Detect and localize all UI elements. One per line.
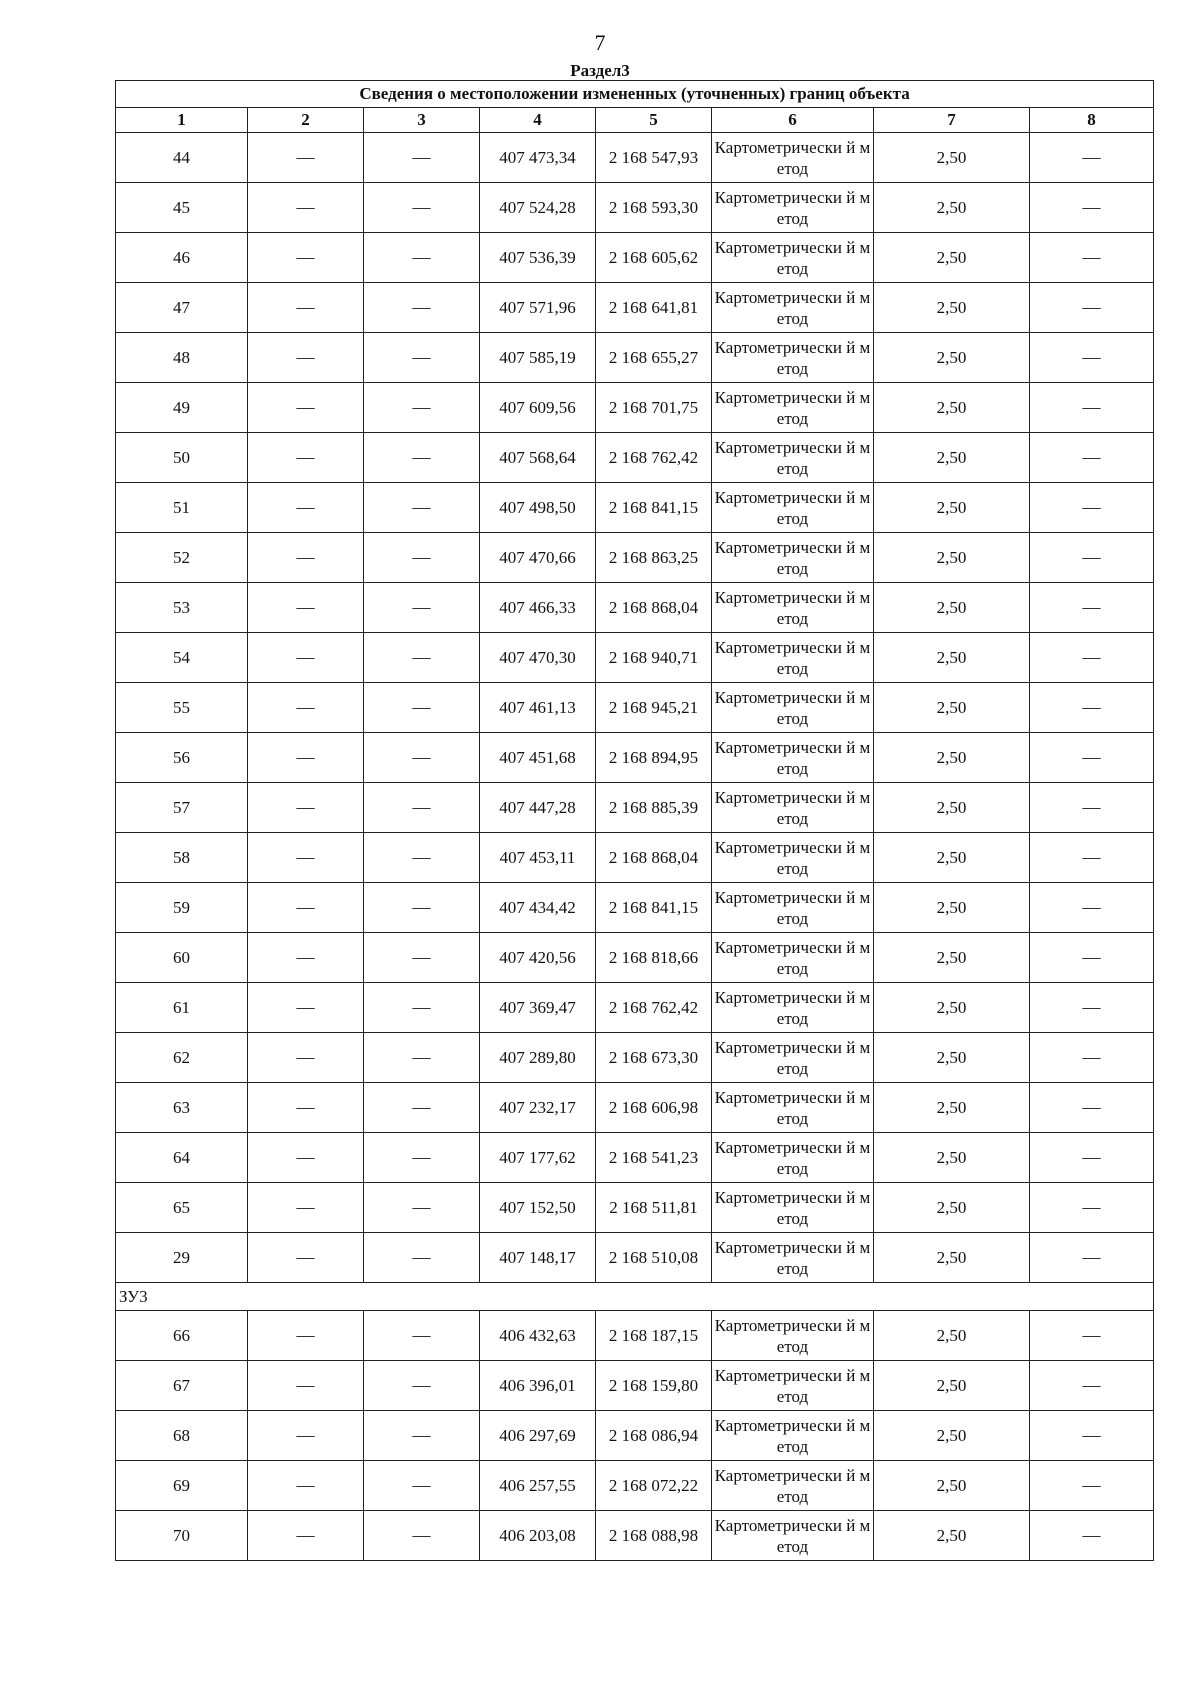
column-8-cell: — [1030, 983, 1154, 1033]
table-row [116, 783, 1154, 833]
point-number-cell: 67 [116, 1361, 248, 1411]
column-3-cell: — [364, 233, 480, 283]
table-row [116, 1033, 1154, 1083]
point-number-cell: 49 [116, 383, 248, 433]
column-2-cell: — [248, 1361, 364, 1411]
column-8-cell: — [1030, 1183, 1154, 1233]
accuracy-cell: 2,50 [874, 1233, 1030, 1283]
point-number-cell: 55 [116, 683, 248, 733]
method-cell: Картометрически й метод [712, 1311, 874, 1361]
x-coordinate-cell: 407 524,28 [480, 183, 596, 233]
column-2-cell: — [248, 283, 364, 333]
x-coordinate-cell: 407 148,17 [480, 1233, 596, 1283]
table-row [116, 1511, 1154, 1561]
column-3-cell: — [364, 1511, 480, 1561]
x-coordinate-cell: 407 451,68 [480, 733, 596, 783]
point-number-cell: 70 [116, 1511, 248, 1561]
point-number-cell: 68 [116, 1411, 248, 1461]
y-coordinate-cell: 2 168 940,71 [596, 633, 712, 683]
column-3-cell: — [364, 783, 480, 833]
point-number-cell: 29 [116, 1233, 248, 1283]
column-2-cell: — [248, 383, 364, 433]
method-cell: Картометрически й метод [712, 733, 874, 783]
x-coordinate-cell: 407 585,19 [480, 333, 596, 383]
column-3-cell: — [364, 983, 480, 1033]
column-3-cell: — [364, 583, 480, 633]
method-cell: Картометрически й метод [712, 1511, 874, 1561]
table-row [116, 1183, 1154, 1233]
column-8-cell: — [1030, 233, 1154, 283]
y-coordinate-cell: 2 168 510,08 [596, 1233, 712, 1283]
column-3-cell: — [364, 1233, 480, 1283]
table-row [116, 533, 1154, 583]
x-coordinate-cell: 406 297,69 [480, 1411, 596, 1461]
point-number-cell: 61 [116, 983, 248, 1033]
column-3-cell: — [364, 483, 480, 533]
column-8-cell: — [1030, 433, 1154, 483]
y-coordinate-cell: 2 168 818,66 [596, 933, 712, 983]
x-coordinate-cell: 407 498,50 [480, 483, 596, 533]
y-coordinate-cell: 2 168 088,98 [596, 1511, 712, 1561]
method-cell: Картометрически й метод [712, 983, 874, 1033]
column-2-cell: — [248, 1183, 364, 1233]
point-number-cell: 47 [116, 283, 248, 333]
point-number-cell: 56 [116, 733, 248, 783]
point-number-cell: 69 [116, 1461, 248, 1511]
column-2-cell: — [248, 783, 364, 833]
table-row [116, 133, 1154, 183]
column-3-cell: — [364, 883, 480, 933]
column-2-cell: — [248, 133, 364, 183]
x-coordinate-cell: 407 289,80 [480, 1033, 596, 1083]
column-header-8: 8 [1030, 108, 1154, 133]
column-header-row [116, 108, 1154, 133]
accuracy-cell: 2,50 [874, 583, 1030, 633]
table-row [116, 1233, 1154, 1283]
method-cell: Картометрически й метод [712, 1183, 874, 1233]
x-coordinate-cell: 406 432,63 [480, 1311, 596, 1361]
x-coordinate-cell: 407 447,28 [480, 783, 596, 833]
accuracy-cell: 2,50 [874, 983, 1030, 1033]
column-header-2: 2 [248, 108, 364, 133]
method-cell: Картометрически й метод [712, 433, 874, 483]
column-8-cell: — [1030, 283, 1154, 333]
table-row [116, 1461, 1154, 1511]
table-row [116, 1133, 1154, 1183]
column-2-cell: — [248, 933, 364, 983]
y-coordinate-cell: 2 168 894,95 [596, 733, 712, 783]
table-row [116, 1311, 1154, 1361]
accuracy-cell: 2,50 [874, 1361, 1030, 1411]
column-8-cell: — [1030, 733, 1154, 783]
column-2-cell: — [248, 833, 364, 883]
method-cell: Картометрически й метод [712, 1083, 874, 1133]
column-3-cell: — [364, 283, 480, 333]
x-coordinate-cell: 407 571,96 [480, 283, 596, 333]
x-coordinate-cell: 407 568,64 [480, 433, 596, 483]
column-8-cell: — [1030, 833, 1154, 883]
x-coordinate-cell: 407 473,34 [480, 133, 596, 183]
table-row [116, 1361, 1154, 1411]
point-number-cell: 60 [116, 933, 248, 983]
accuracy-cell: 2,50 [874, 1311, 1030, 1361]
point-number-cell: 48 [116, 333, 248, 383]
accuracy-cell: 2,50 [874, 1511, 1030, 1561]
column-2-cell: — [248, 533, 364, 583]
point-number-cell: 46 [116, 233, 248, 283]
column-8-cell: — [1030, 1083, 1154, 1133]
column-2-cell: — [248, 583, 364, 633]
column-3-cell: — [364, 1311, 480, 1361]
method-cell: Картометрически й метод [712, 883, 874, 933]
column-2-cell: — [248, 983, 364, 1033]
x-coordinate-cell: 407 536,39 [480, 233, 596, 283]
x-coordinate-cell: 407 470,66 [480, 533, 596, 583]
y-coordinate-cell: 2 168 885,39 [596, 783, 712, 833]
x-coordinate-cell: 407 420,56 [480, 933, 596, 983]
accuracy-cell: 2,50 [874, 233, 1030, 283]
method-cell: Картометрически й метод [712, 833, 874, 883]
column-3-cell: — [364, 1183, 480, 1233]
x-coordinate-cell: 407 369,47 [480, 983, 596, 1033]
group-label: ЗУ3 [116, 1283, 1154, 1311]
column-3-cell: — [364, 1361, 480, 1411]
x-coordinate-cell: 407 466,33 [480, 583, 596, 633]
y-coordinate-cell: 2 168 841,15 [596, 483, 712, 533]
y-coordinate-cell: 2 168 541,23 [596, 1133, 712, 1183]
accuracy-cell: 2,50 [874, 1411, 1030, 1461]
accuracy-cell: 2,50 [874, 1133, 1030, 1183]
column-2-cell: — [248, 483, 364, 533]
column-2-cell: — [248, 233, 364, 283]
point-number-cell: 59 [116, 883, 248, 933]
coordinates-table [115, 80, 1154, 1561]
accuracy-cell: 2,50 [874, 1461, 1030, 1511]
x-coordinate-cell: 407 152,50 [480, 1183, 596, 1233]
column-2-cell: — [248, 1083, 364, 1133]
column-2-cell: — [248, 633, 364, 683]
column-3-cell: — [364, 933, 480, 983]
x-coordinate-cell: 406 396,01 [480, 1361, 596, 1411]
accuracy-cell: 2,50 [874, 883, 1030, 933]
y-coordinate-cell: 2 168 606,98 [596, 1083, 712, 1133]
y-coordinate-cell: 2 168 159,80 [596, 1361, 712, 1411]
table-row [116, 383, 1154, 433]
method-cell: Картометрически й метод [712, 333, 874, 383]
column-3-cell: — [364, 1133, 480, 1183]
column-8-cell: — [1030, 1411, 1154, 1461]
column-3-cell: — [364, 1083, 480, 1133]
column-2-cell: — [248, 1133, 364, 1183]
column-8-cell: — [1030, 633, 1154, 683]
method-cell: Картометрически й метод [712, 233, 874, 283]
method-cell: Картометрически й метод [712, 383, 874, 433]
column-8-cell: — [1030, 1461, 1154, 1511]
method-cell: Картометрически й метод [712, 1233, 874, 1283]
accuracy-cell: 2,50 [874, 833, 1030, 883]
method-cell: Картометрически й метод [712, 283, 874, 333]
method-cell: Картометрически й метод [712, 1361, 874, 1411]
column-2-cell: — [248, 433, 364, 483]
accuracy-cell: 2,50 [874, 133, 1030, 183]
y-coordinate-cell: 2 168 593,30 [596, 183, 712, 233]
accuracy-cell: 2,50 [874, 1183, 1030, 1233]
column-8-cell: — [1030, 133, 1154, 183]
table-title: Сведения о местоположении измененных (уточненных) границ объекта [116, 81, 1154, 108]
method-cell: Картометрически й метод [712, 133, 874, 183]
x-coordinate-cell: 407 232,17 [480, 1083, 596, 1133]
x-coordinate-cell: 407 177,62 [480, 1133, 596, 1183]
y-coordinate-cell: 2 168 762,42 [596, 983, 712, 1033]
column-3-cell: — [364, 333, 480, 383]
column-8-cell: — [1030, 1133, 1154, 1183]
y-coordinate-cell: 2 168 945,21 [596, 683, 712, 733]
column-2-cell: — [248, 883, 364, 933]
y-coordinate-cell: 2 168 072,22 [596, 1461, 712, 1511]
table-row [116, 483, 1154, 533]
point-number-cell: 54 [116, 633, 248, 683]
column-3-cell: — [364, 1033, 480, 1083]
accuracy-cell: 2,50 [874, 183, 1030, 233]
column-8-cell: — [1030, 383, 1154, 433]
column-8-cell: — [1030, 883, 1154, 933]
y-coordinate-cell: 2 168 863,25 [596, 533, 712, 583]
group-row [116, 1283, 1154, 1311]
point-number-cell: 50 [116, 433, 248, 483]
column-header-4: 4 [480, 108, 596, 133]
column-2-cell: — [248, 183, 364, 233]
table-row [116, 583, 1154, 633]
column-2-cell: — [248, 1311, 364, 1361]
column-header-3: 3 [364, 108, 480, 133]
x-coordinate-cell: 406 257,55 [480, 1461, 596, 1511]
y-coordinate-cell: 2 168 655,27 [596, 333, 712, 383]
column-8-cell: — [1030, 1311, 1154, 1361]
x-coordinate-cell: 407 461,13 [480, 683, 596, 733]
method-cell: Картометрически й метод [712, 933, 874, 983]
point-number-cell: 63 [116, 1083, 248, 1133]
accuracy-cell: 2,50 [874, 333, 1030, 383]
point-number-cell: 51 [116, 483, 248, 533]
column-2-cell: — [248, 1411, 364, 1461]
column-header-1: 1 [116, 108, 248, 133]
table-row [116, 1083, 1154, 1133]
point-number-cell: 52 [116, 533, 248, 583]
column-8-cell: — [1030, 183, 1154, 233]
accuracy-cell: 2,50 [874, 733, 1030, 783]
column-8-cell: — [1030, 1033, 1154, 1083]
column-8-cell: — [1030, 483, 1154, 533]
method-cell: Картометрически й метод [712, 483, 874, 533]
y-coordinate-cell: 2 168 762,42 [596, 433, 712, 483]
table-row [116, 233, 1154, 283]
column-header-6: 6 [712, 108, 874, 133]
table-row [116, 983, 1154, 1033]
table-row [116, 883, 1154, 933]
column-2-cell: — [248, 1461, 364, 1511]
column-3-cell: — [364, 833, 480, 883]
y-coordinate-cell: 2 168 086,94 [596, 1411, 712, 1461]
y-coordinate-cell: 2 168 841,15 [596, 883, 712, 933]
method-cell: Картометрически й метод [712, 1461, 874, 1511]
column-8-cell: — [1030, 533, 1154, 583]
point-number-cell: 45 [116, 183, 248, 233]
accuracy-cell: 2,50 [874, 683, 1030, 733]
x-coordinate-cell: 407 434,42 [480, 883, 596, 933]
column-3-cell: — [364, 433, 480, 483]
column-2-cell: — [248, 733, 364, 783]
column-8-cell: — [1030, 333, 1154, 383]
method-cell: Картометрически й метод [712, 1411, 874, 1461]
column-3-cell: — [364, 683, 480, 733]
column-8-cell: — [1030, 783, 1154, 833]
table-row [116, 283, 1154, 333]
table-row [116, 633, 1154, 683]
section-label: Раздел3 [570, 61, 630, 80]
table-row [116, 183, 1154, 233]
accuracy-cell: 2,50 [874, 483, 1030, 533]
method-cell: Картометрически й метод [712, 1133, 874, 1183]
x-coordinate-cell: 407 609,56 [480, 383, 596, 433]
table-row [116, 433, 1154, 483]
y-coordinate-cell: 2 168 673,30 [596, 1033, 712, 1083]
column-2-cell: — [248, 1233, 364, 1283]
method-cell: Картометрически й метод [712, 583, 874, 633]
accuracy-cell: 2,50 [874, 433, 1030, 483]
column-3-cell: — [364, 633, 480, 683]
column-3-cell: — [364, 1461, 480, 1511]
accuracy-cell: 2,50 [874, 533, 1030, 583]
table-row [116, 333, 1154, 383]
column-3-cell: — [364, 383, 480, 433]
column-3-cell: — [364, 183, 480, 233]
method-cell: Картометрически й метод [712, 183, 874, 233]
y-coordinate-cell: 2 168 511,81 [596, 1183, 712, 1233]
method-cell: Картометрически й метод [712, 1033, 874, 1083]
table-row [116, 933, 1154, 983]
column-8-cell: — [1030, 1511, 1154, 1561]
point-number-cell: 65 [116, 1183, 248, 1233]
accuracy-cell: 2,50 [874, 1083, 1030, 1133]
y-coordinate-cell: 2 168 868,04 [596, 833, 712, 883]
page-number: 7 [594, 30, 606, 55]
accuracy-cell: 2,50 [874, 283, 1030, 333]
column-2-cell: — [248, 1033, 364, 1083]
y-coordinate-cell: 2 168 868,04 [596, 583, 712, 633]
table-row [116, 733, 1154, 783]
method-cell: Картометрически й метод [712, 633, 874, 683]
y-coordinate-cell: 2 168 641,81 [596, 283, 712, 333]
table-row [116, 1411, 1154, 1461]
column-8-cell: — [1030, 1233, 1154, 1283]
column-8-cell: — [1030, 683, 1154, 733]
y-coordinate-cell: 2 168 187,15 [596, 1311, 712, 1361]
column-3-cell: — [364, 533, 480, 583]
column-header-5: 5 [596, 108, 712, 133]
method-cell: Картометрически й метод [712, 533, 874, 583]
column-2-cell: — [248, 1511, 364, 1561]
column-8-cell: — [1030, 933, 1154, 983]
point-number-cell: 64 [116, 1133, 248, 1183]
column-3-cell: — [364, 133, 480, 183]
point-number-cell: 66 [116, 1311, 248, 1361]
accuracy-cell: 2,50 [874, 1033, 1030, 1083]
y-coordinate-cell: 2 168 547,93 [596, 133, 712, 183]
x-coordinate-cell: 407 453,11 [480, 833, 596, 883]
column-8-cell: — [1030, 583, 1154, 633]
accuracy-cell: 2,50 [874, 933, 1030, 983]
point-number-cell: 57 [116, 783, 248, 833]
table-row [116, 833, 1154, 883]
accuracy-cell: 2,50 [874, 633, 1030, 683]
column-3-cell: — [364, 733, 480, 783]
column-8-cell: — [1030, 1361, 1154, 1411]
column-header-7: 7 [874, 108, 1030, 133]
method-cell: Картометрически й метод [712, 683, 874, 733]
x-coordinate-cell: 406 203,08 [480, 1511, 596, 1561]
x-coordinate-cell: 407 470,30 [480, 633, 596, 683]
y-coordinate-cell: 2 168 701,75 [596, 383, 712, 433]
column-2-cell: — [248, 683, 364, 733]
accuracy-cell: 2,50 [874, 383, 1030, 433]
point-number-cell: 53 [116, 583, 248, 633]
column-2-cell: — [248, 333, 364, 383]
y-coordinate-cell: 2 168 605,62 [596, 233, 712, 283]
accuracy-cell: 2,50 [874, 783, 1030, 833]
point-number-cell: 44 [116, 133, 248, 183]
column-3-cell: — [364, 1411, 480, 1461]
table-row [116, 683, 1154, 733]
point-number-cell: 58 [116, 833, 248, 883]
table-body [116, 133, 1154, 1561]
method-cell: Картометрически й метод [712, 783, 874, 833]
point-number-cell: 62 [116, 1033, 248, 1083]
